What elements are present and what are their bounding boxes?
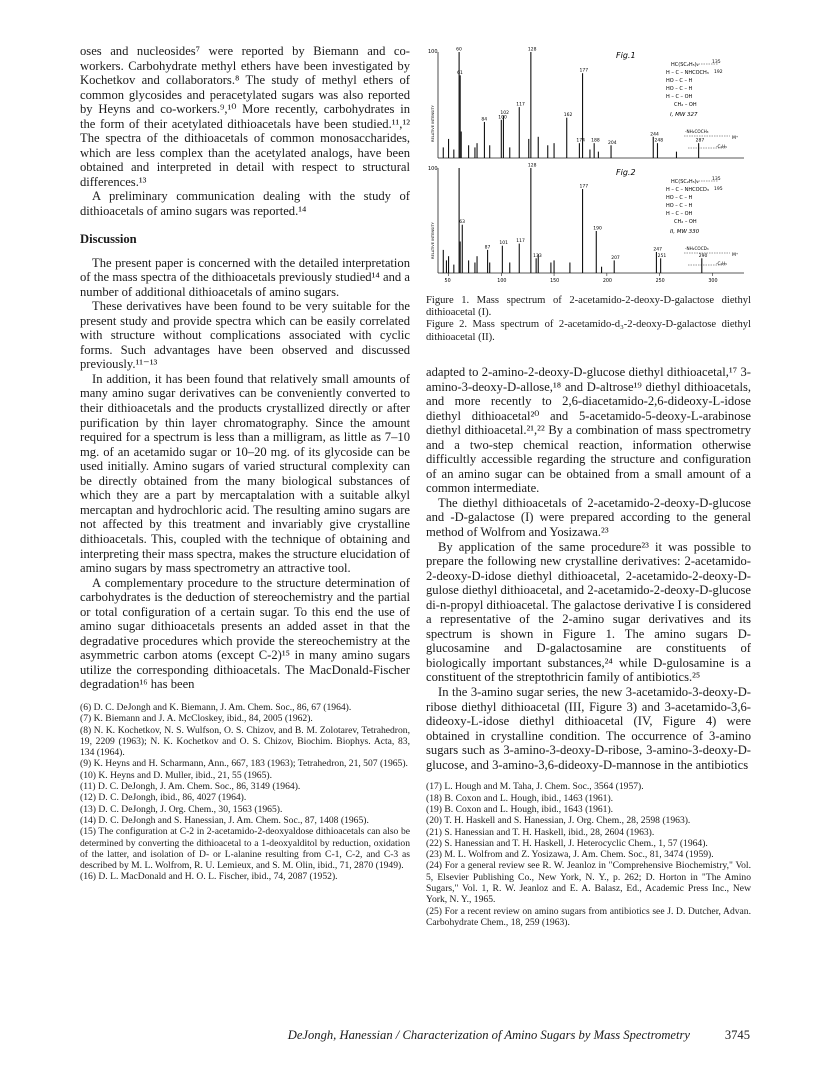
peak-label: 290 xyxy=(698,253,708,259)
mass-spectra-svg xyxy=(426,44,750,289)
running-title: DeJongh, Hanessian / Characterization of Amino Sugars by Mass Spectrometry xyxy=(287,1028,690,1042)
paragraph: oses and nucleosides⁷ were reported by Biemann and co-workers. Carbohydrate methyl ethers have been investigated by Kochetkov and collaborators.⁸ The study of methyl ethers of common glycosides and peracetylated sugars was also reported by Heyns and co-workers.⁹,¹⁰ More recently, carbohydrates in the form of their acetylated dithioacetals have been studied.¹¹,¹² The spectra of the dithioacetals of common monosaccharides, which are less complex than the acetylated analogs, have been obtained and interpreted in detail with respect to structural differences.¹³ xyxy=(80,44,410,189)
peak-label: 251 xyxy=(657,253,667,259)
peak-label: 177 xyxy=(579,68,589,74)
peak-label: 117 xyxy=(516,102,525,108)
x-tick-label: 50 xyxy=(444,279,451,284)
peak-label: 247 xyxy=(653,247,663,253)
compound-label: II, MW 330 xyxy=(670,229,700,235)
structure-line: HC(SC₂H₅)₂ xyxy=(671,179,699,185)
peak-label: 133 xyxy=(533,253,542,259)
peak-label: 248 xyxy=(654,138,664,144)
x-tick-label: 200 xyxy=(602,279,612,284)
footnote: (19) B. Coxon and L. Hough, ibid., 1643 (1961). xyxy=(426,803,614,815)
caption-fig2: Figure 2. Mass spectrum of 2-acetamido-d₃-2-deoxy-D-galactose diethyl dithioacetal (II). xyxy=(426,319,751,343)
footnote: (9) K. Heyns and H. Scharmann, Ann., 667, 183 (1963); Tetrahedron, 21, 507 (1965). xyxy=(80,758,408,770)
page-number: 3745 xyxy=(724,1028,750,1042)
y-axis-label: RELATIVE INTENSITY xyxy=(431,222,435,259)
figure-label-fig1: Fig.1 xyxy=(616,51,636,60)
peak-label: 190 xyxy=(593,226,602,232)
peak-label: 60 xyxy=(456,47,462,53)
footnote: (12) D. C. DeJongh, ibid., 86, 4027 (1964). xyxy=(80,792,247,804)
fragment-mark: 135 xyxy=(712,60,721,65)
peak-label: 128 xyxy=(527,47,537,53)
peak-label: 128 xyxy=(527,163,537,169)
footnote: (25) For a recent review on amino sugars from antibiotics see J. D. Dutcher, Advan. Carbohydrate Chem., 18, 259 (1963). xyxy=(426,905,751,928)
x-tick-label: 300 xyxy=(708,279,718,284)
paragraph: These derivatives have been found to be very suitable for the present study and provide spectra which can be easily correlated with structure without complications associated with cyclic forms. Such advantages have been observed and discussed previously.¹¹⁻¹³ xyxy=(80,299,410,372)
figure-label-fig2: Fig.2 xyxy=(616,168,636,177)
footnote: (23) M. L. Wolfrom and Z. Yosizawa, J. Am. Chem. Soc., 81, 3474 (1959). xyxy=(426,849,714,861)
footnote: (24) For a general review see R. W. Jeanloz in "Comprehensive Biochemistry," Vol. 5, Elsevier Publishing Co., New York, N. Y., p. 262; D. Horton in "The Amino Sugars," Vol. 1, R. W. Jeanloz and E. A. Balasz, Ed., Academic Press Inc., New York, N. Y., 1965. xyxy=(426,860,751,906)
peak-label: 162 xyxy=(563,113,573,119)
peak-label: 117 xyxy=(516,239,525,245)
annotation-molecular-ion: M⁺ xyxy=(732,136,739,141)
fragment-mark: 135 xyxy=(712,177,721,182)
peak-label: 84 xyxy=(481,117,488,123)
structure-line: HO – C – H xyxy=(666,78,693,84)
structure-fig1 xyxy=(666,59,723,118)
x-tick-label: 100 xyxy=(497,279,507,284)
right-column xyxy=(426,365,751,928)
y-axis-label: RELATIVE INTENSITY xyxy=(431,105,435,142)
y-tick-label: 100 xyxy=(428,49,438,55)
structure-line: H – C – OH xyxy=(666,211,693,217)
footnote: (14) D. C. DeJongh and S. Hanessian, J. Am. Chem. Soc., 87, 1408 (1965). xyxy=(80,814,369,826)
annotation-molecular-ion: M⁺ xyxy=(732,253,739,258)
paragraph: A complementary procedure to the structure determination of carbohydrates is the deduction of stereochemistry and the partial or total configuration of a certain sugar. To this end the use of amino sugar dithioacetals presents an added asset in that the degradative procedures which provide the stereochemistry at the asymmetric carbon atoms (except C-2)¹⁵ in many amino sugars utilize the corresponding dithioacetals. The MacDonald-Fischer degradation¹⁶ has been xyxy=(80,575,410,692)
structure-line: CH₂ – OH xyxy=(674,102,697,108)
peak-label: 207 xyxy=(611,255,620,261)
structure-line: H – C – NHCOCD₃ xyxy=(666,187,709,193)
footnote: (11) D. C. DeJongh, J. Am. Chem. Soc., 86, 3149 (1964). xyxy=(80,781,301,793)
annotation-ethyl-loss: -C₂H₅ xyxy=(716,261,727,266)
paragraph: By application of the same procedure²³ it was possible to prepare the following new crystalline derivatives: 2-acetamido-2-deoxy-D-idose diethyl dithioacetal, 2-acetamido-2-deoxy-D-gulose diethyl dithioacetal, and 2-acetamido-2-deoxy-D-glucose di-n-propyl dithioacetal. The galactose derivative I is considered a representative of the 2-amino sugar derivatives and its spectrum is shown in Figure 1. The amino sugars D-glucosamine and D-galactosamine are constituents of biologically important substances,²⁴ while D-gulosamine is a constituent of the streptothricin family of antibiotics.²⁵ xyxy=(426,539,751,685)
peak-label: 100 xyxy=(498,115,507,121)
figure-captions xyxy=(426,295,751,344)
spectrum-fig1 xyxy=(428,47,744,159)
annotations-fig1 xyxy=(684,129,739,149)
annotation-loss: -NH₂COCH₃ xyxy=(685,129,709,134)
structure-line: HO – C – H xyxy=(666,86,693,92)
footnote: (20) T. H. Haskell and S. Hanessian, J. Org. Chem., 28, 2598 (1963). xyxy=(426,815,691,827)
peak-label: 177 xyxy=(579,184,589,190)
structure-line: H – C – NHCOCH₃ xyxy=(666,70,709,76)
peak-label: 61 xyxy=(457,70,463,76)
footnote: (8) N. K. Kochetkov, N. S. Wulfson, O. S. Chizov, and B. M. Zolotarev, Tetrahedron, 19, 2209 (1963); N. K. Kochetkov and O. S. Chizov, Biochim. Biophys. Acta, 83, 134 (1964). xyxy=(80,724,410,759)
fragment-mark: 195 xyxy=(714,187,723,192)
structure-line: HO – C – H xyxy=(666,195,693,201)
footnote: (10) K. Heyns and D. Muller, ibid., 21, 55 (1965). xyxy=(80,769,272,781)
peak-label: 87 xyxy=(484,245,491,251)
peak-label: 244 xyxy=(650,132,659,138)
x-axis-ticks xyxy=(445,273,718,284)
paragraph: The present paper is concerned with the detailed interpretation of the mass spectra of the dithioacetals previously studied¹⁴ and a number of additional dithioacetals of amino sugars. xyxy=(80,255,410,299)
fragment-mark: 192 xyxy=(714,70,723,75)
paragraph: adapted to 2-amino-2-deoxy-D-glucose diethyl dithioacetal,¹⁷ 3-amino-3-deoxy-D-allose,¹⁸ and D-altrose¹⁹ diethyl dithioacetals, and more recently to 2,6-diacetamido-2,6-dideoxy-L-idose diethyl dithioacetal²⁰ and 5-acetamido-5-deoxy-L-arabinose diethyl dithioacetal.²¹,²² By a combination of mass spectrometry and a two-step chemical reaction, information otherwise difficultly accessible regarding the structure and configuration of an amino sugar can be obtained from a small amount of a common intermediate. xyxy=(426,365,751,496)
footnote: (6) D. C. DeJongh and K. Biemann, J. Am. Chem. Soc., 86, 67 (1964). xyxy=(80,701,352,713)
x-tick-label: 250 xyxy=(655,279,665,284)
peak-label: 204 xyxy=(608,140,617,146)
left-column xyxy=(80,44,410,883)
footnote: (22) S. Hanessian and T. H. Haskell, J. Heterocyclic Chem., 1, 57 (1964). xyxy=(426,837,708,849)
annotations-fig2 xyxy=(684,246,739,266)
x-tick-label: 150 xyxy=(550,279,560,284)
paragraph: In addition, it has been found that relatively small amounts of many amino sugar derivatives can be conveniently converted to their dithioacetals and the products crystallized directly or after purification by thin layer chromatography. Since the amount required for a spectrum is less than a milligram, as little as 7–10 mg. of an acetamido sugar or 10–20 mg. of its glycoside can be used initially. Amino sugars of varied structural complexity can be directly obtained from the many biological substances of which they are a part by mercaptalation with a suitable alkyl mercaptan and hydrochloric acid. The resulting amino sugars are not affected by this treatment and invariably give crystalline dithioacetals. This, coupled with the technique of obtaining and interpreting their mass spectra, makes the structure elucidation of amino sugars by mass spectrometry an attractive tool. xyxy=(80,371,410,576)
mass-spectra-figure xyxy=(426,44,750,289)
structure-line: H – C – OH xyxy=(666,94,693,100)
spectrum-fig2 xyxy=(428,163,744,274)
structure-line: HC(SC₂H₅)₂ xyxy=(671,62,699,68)
peak-label: 287 xyxy=(695,138,705,144)
peak-label: 174 xyxy=(576,138,585,144)
footnote: (15) The configuration at C-2 in 2-acetamido-2-deoxyaldose dithioacetals can also be determined by converting the dithioacetal to a 1-deoxyalditol by reduction, oxidation of the latter, and isolation of D- or L-alanine resulting from C-1, C-2, and C-3 as described by M. L. Wolfrom, R. U. Lemieux, and S. M. Olin, ibid., 71, 2870 (1949). xyxy=(80,826,410,872)
compound-label: I, MW 327 xyxy=(670,112,698,118)
footnote: (21) S. Hanessian and T. H. Haskell, ibid., 28, 2604 (1963). xyxy=(426,826,655,838)
peak-label: 102 xyxy=(500,111,510,117)
footnote: (7) K. Biemann and J. A. McCloskey, ibid., 84, 2005 (1962). xyxy=(80,713,313,725)
annotation-ethyl-loss: -C₂H₅ xyxy=(716,144,727,149)
structure-line: CH₂ – OH xyxy=(674,219,697,225)
peak-label: 101 xyxy=(499,241,508,247)
paragraph: A preliminary communication dealing with the study of dithioacetals of amino sugars was reported.¹⁴ xyxy=(80,189,410,219)
structure-line: HO – C – H xyxy=(666,203,693,209)
section-heading: Discussion xyxy=(80,231,137,246)
y-tick-label: 100 xyxy=(428,166,438,172)
footnote: (13) D. C. DeJongh, J. Org. Chem., 30, 1563 (1965). xyxy=(80,803,283,815)
footnotes xyxy=(426,781,751,928)
footnote: (18) B. Coxon and L. Hough, ibid., 1463 (1961). xyxy=(426,792,614,804)
peak-label: 188 xyxy=(591,138,600,144)
paragraph: The diethyl dithioacetals of 2-acetamido-2-deoxy-D-glucose and -D-galactose (I) were prepared according to the general method of Wolfrom and Yosizawa.²³ xyxy=(426,495,751,540)
footnotes xyxy=(80,702,410,883)
footnote: (16) D. L. MacDonald and H. O. L. Fischer, ibid., 74, 2087 (1952). xyxy=(80,871,338,883)
paragraph: In the 3-amino sugar series, the new 3-acetamido-3-deoxy-D-ribose diethyl dithioacetal (III, Figure 3) and 3-acetamido-3,6-dideoxy-L-idose diethyl dithioacetal (IV, Figure 4) were obtained in crystalline condition. The occurrence of 3-amino sugars such as 3-amino-3-deoxy-D-ribose, 3-amino-3-deoxy-D-glucose, and 3-amino-3,6-dideoxy-D-mannose in the antibiotics xyxy=(426,685,751,772)
structure-fig2 xyxy=(666,176,723,235)
annotation-loss: -NH₂COCD₃ xyxy=(685,246,709,251)
footnote: (17) L. Hough and M. Taha, J. Chem. Soc., 3564 (1957). xyxy=(426,781,644,793)
caption-fig1: Figure 1. Mass spectrum of 2-acetamido-2-deoxy-D-galactose diethyl dithioacetal (I). xyxy=(426,295,751,319)
peak-label: 63 xyxy=(459,220,466,226)
